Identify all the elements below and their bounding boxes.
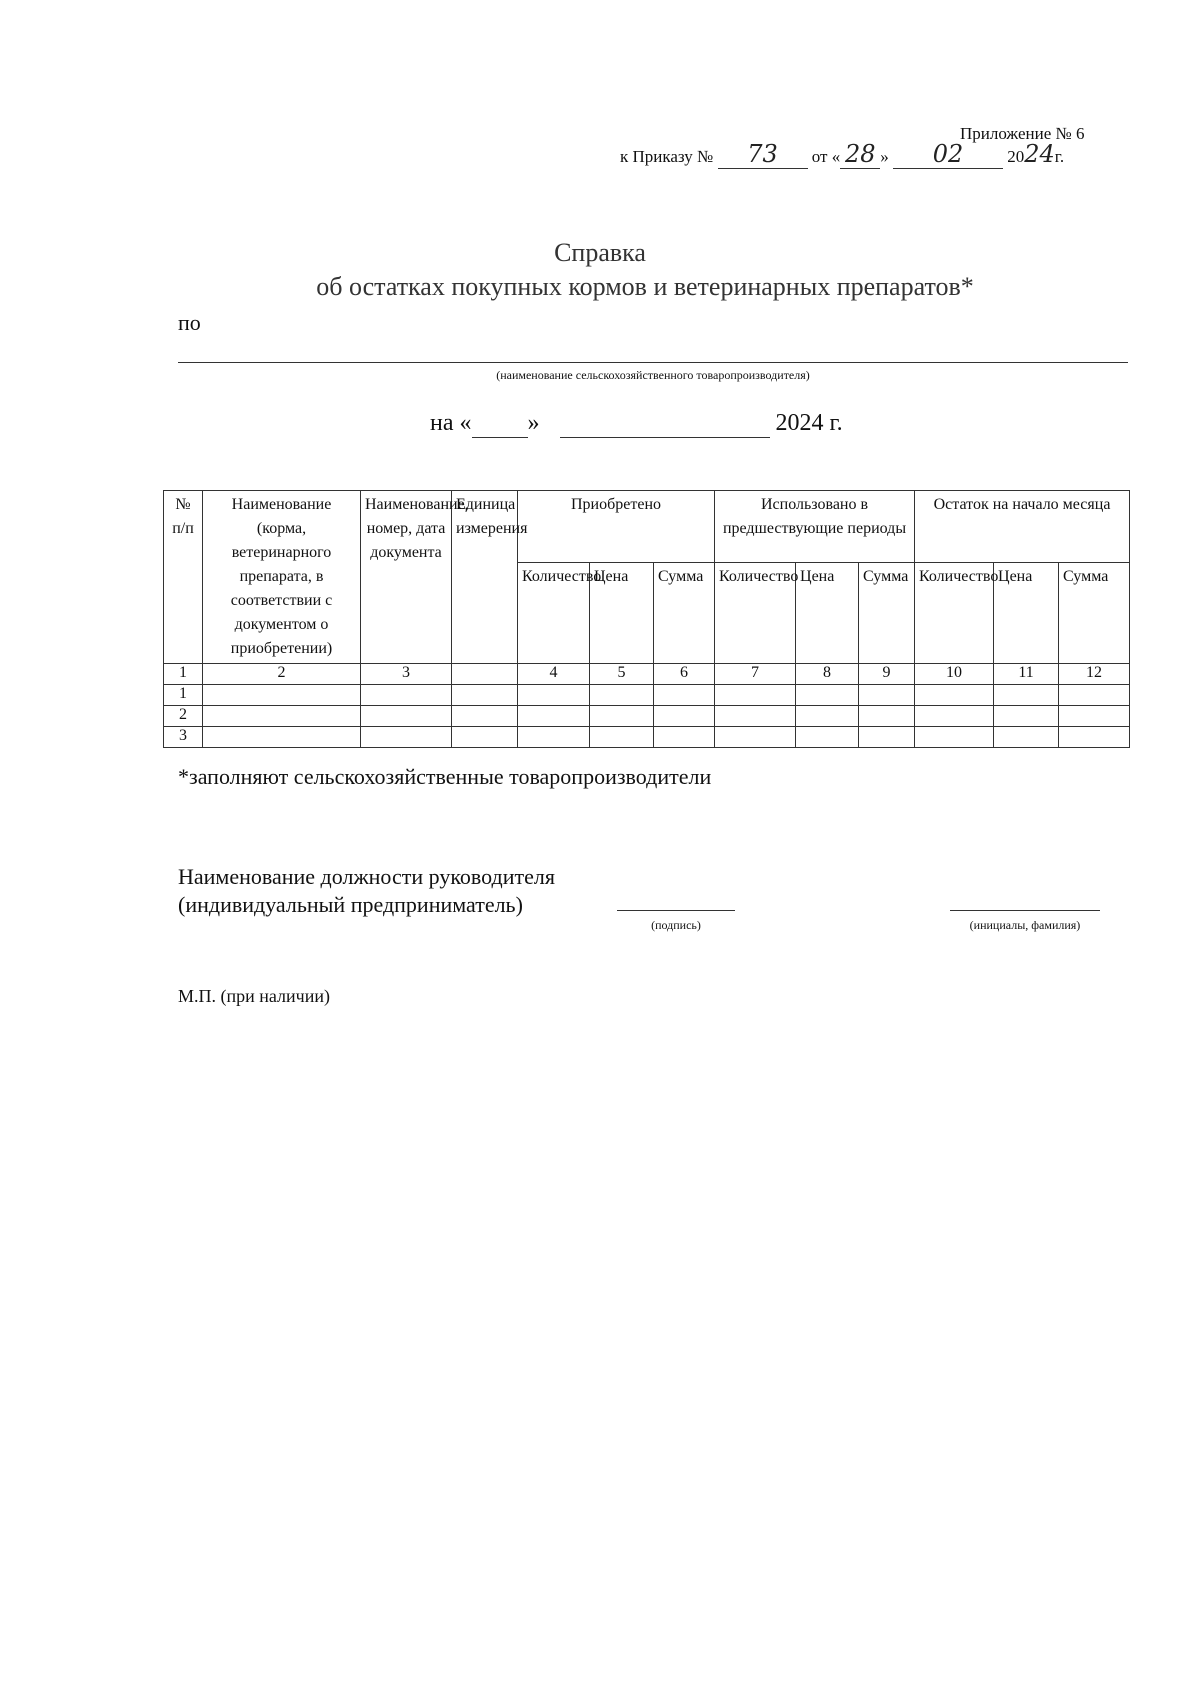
header-used: Использовано в предшествующие периоды bbox=[715, 491, 915, 563]
col-number: 3 bbox=[361, 664, 452, 685]
document-title: Справка bbox=[554, 238, 646, 267]
order-from: от « bbox=[811, 147, 841, 166]
date-day-blank bbox=[472, 410, 528, 438]
header-used-sum: Сумма bbox=[859, 563, 915, 664]
col-number: 5 bbox=[590, 664, 654, 685]
col-number: 2 bbox=[203, 664, 361, 685]
header-acquired-sum: Сумма bbox=[654, 563, 715, 664]
col-number: 6 bbox=[654, 664, 715, 685]
signature-caption: (подпись) bbox=[651, 918, 701, 932]
order-year-end: г. bbox=[1054, 147, 1065, 166]
table-row bbox=[164, 727, 1130, 748]
header-used-price: Цена bbox=[796, 563, 859, 664]
col-number bbox=[452, 664, 518, 685]
col-number: 11 bbox=[994, 664, 1059, 685]
order-day: 28 bbox=[840, 140, 880, 169]
header-unit: Единица измерения bbox=[452, 491, 518, 664]
col-number: 10 bbox=[915, 664, 994, 685]
header-acquired-price: Цена bbox=[590, 563, 654, 664]
col-number: 1 bbox=[164, 664, 203, 685]
date-line bbox=[430, 410, 843, 438]
header-name: Наименование (корма, ветеринарного препарата, в соответствии с документом о приобретении) bbox=[203, 491, 361, 664]
name-caption: (инициалы, фамилия) bbox=[969, 918, 1081, 932]
footnote: *заполняют сельскохозяйственные товаропроизводители bbox=[178, 764, 712, 789]
col-number: 4 bbox=[518, 664, 590, 685]
position-title: Наименование должности руководителя bbox=[178, 864, 555, 889]
table-header-row-1 bbox=[164, 491, 1130, 563]
col-number: 9 bbox=[859, 664, 915, 685]
header-remain-sum: Сумма bbox=[1059, 563, 1130, 664]
header-used-qty: Количество bbox=[715, 563, 796, 664]
order-month: 02 bbox=[893, 140, 1003, 169]
col-number: 8 bbox=[796, 664, 859, 685]
name-line bbox=[950, 910, 1100, 911]
order-reference: к Приказу № 73 от « 28 » 02 2024г. bbox=[620, 140, 1065, 168]
header-remain: Остаток на начало месяца bbox=[915, 491, 1130, 563]
row-number: 1 bbox=[164, 685, 203, 706]
col-number: 7 bbox=[715, 664, 796, 685]
order-number: 73 bbox=[718, 140, 808, 169]
date-month-blank bbox=[560, 410, 770, 438]
row-number: 3 bbox=[164, 727, 203, 748]
date-suffix: г. bbox=[829, 410, 843, 436]
row-number: 2 bbox=[164, 706, 203, 727]
position-subtitle: (индивидуальный предприниматель) bbox=[178, 892, 523, 917]
header-remain-qty: Количество bbox=[915, 563, 994, 664]
table-row bbox=[164, 706, 1130, 727]
date-prefix: на « bbox=[430, 410, 472, 436]
producer-caption: (наименование сельскохозяйственного товаропроизводителя) bbox=[496, 368, 810, 382]
table-row bbox=[164, 685, 1130, 706]
producer-line bbox=[178, 362, 1128, 363]
signature-line bbox=[617, 910, 735, 911]
by-label: по bbox=[178, 310, 201, 335]
document-subtitle: об остатках покупных кормов и ветеринарных препаратов* bbox=[316, 272, 974, 301]
date-close: » bbox=[527, 410, 540, 436]
header-num: № п/п bbox=[164, 491, 203, 664]
header-acquired-qty: Количество bbox=[518, 563, 590, 664]
date-year: 2024 bbox=[775, 410, 824, 436]
appendix-title: Приложение № 6 bbox=[960, 124, 1085, 143]
header-doc: Наименование, номер, дата документа bbox=[361, 491, 452, 664]
stamp-label: М.П. (при наличии) bbox=[178, 986, 330, 1006]
header-remain-price: Цена bbox=[994, 563, 1059, 664]
order-prefix: к Приказу № bbox=[620, 147, 714, 166]
col-number: 12 bbox=[1059, 664, 1130, 685]
column-number-row bbox=[164, 664, 1130, 685]
balances-table bbox=[163, 490, 1130, 748]
order-year-prefix: 20 bbox=[1007, 147, 1025, 166]
order-year-suffix: 24 bbox=[1024, 140, 1055, 168]
header-acquired: Приобретено bbox=[518, 491, 715, 563]
